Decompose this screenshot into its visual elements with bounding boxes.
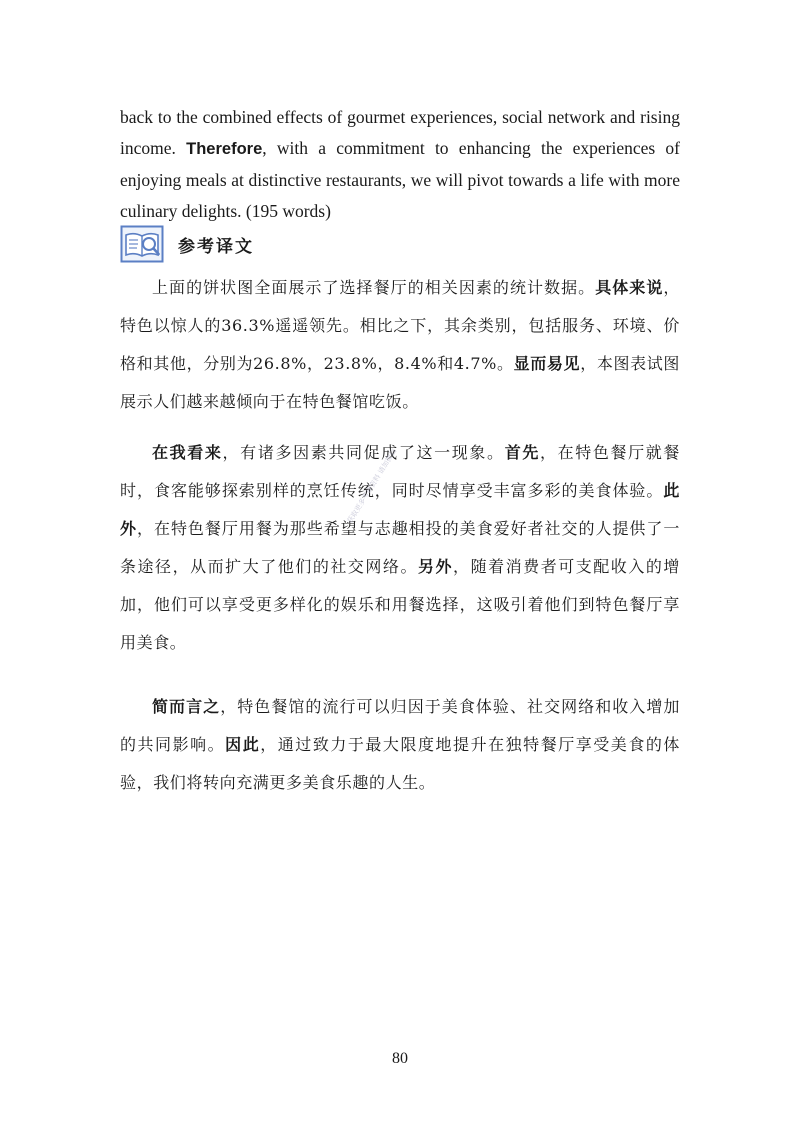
essay-keyword: Therefore: [186, 140, 263, 158]
translation-paragraph-1: [120, 269, 680, 421]
translation-text: ，通过致力于最大限度地提升在独特餐厅享受美食的体验，我们将转向充满更多美食乐趣的人生。: [120, 735, 680, 792]
watermark: 获取更多考研资料 请加微信: [345, 447, 399, 525]
translation-text: ，本图表试图展示人们越来越倾向于在特色餐馆吃饭。: [120, 354, 680, 411]
essay-line: back to the combined effects of gourmet experiences, social network and rising: [120, 107, 680, 127]
translation-text: ，在特色餐厅就餐时，食客能够探索别样的烹饪传统，同时尽情享受丰富多彩的美食体验。: [120, 443, 681, 500]
reference-translation-heading: [120, 225, 254, 263]
essay-line: culinary delights. (195 words): [120, 201, 331, 221]
translation-text: ，特色餐馆的流行可以归因于美食体验、社交网络和收入增加的共同影响。: [120, 697, 680, 754]
translation-paragraph-3: [120, 688, 680, 802]
translation-keyword: 显而易见: [513, 354, 581, 373]
page-number: 80: [392, 1050, 408, 1067]
translation-keyword: 具体来说: [595, 278, 664, 297]
essay-line: enjoying meals at distinctive restaurants, we will pivot towards a life with more: [120, 170, 680, 190]
translation-text: ，随着消费者可支配收入的增加，他们可以享受更多样化的娱乐和用餐选择，这吸引着他们到特色餐厅享用美食。: [120, 557, 680, 652]
translation-keyword: 首先: [504, 443, 540, 462]
essay-line: income.: [120, 138, 176, 158]
translation-keyword: 因此: [225, 735, 261, 754]
translation-keyword: 另外: [417, 557, 454, 576]
translation-text: ，有诸多因素共同促成了这一现象。: [222, 443, 505, 462]
translation-paragraph-2: [120, 434, 680, 662]
translation-keyword: 此外: [120, 481, 680, 538]
translation-keyword: 在我看来: [152, 443, 223, 462]
english-essay-ending: [120, 102, 680, 227]
reading-book-magnifier-icon: [120, 225, 164, 263]
section-title: 参考译文: [178, 236, 254, 257]
translation-keyword: 简而言之: [152, 697, 221, 716]
translation-text: ，特色以惊人的36.3%遥遥领先。相比之下，其余类别，包括服务、环境、价格和其他，分别为26.8%，23.8%，8.4%和4.7%。: [120, 278, 680, 373]
translation-text: ，在特色餐厅用餐为那些希望与志趣相投的美食爱好者社交的人提供了一条途径，从而扩大了他们的社交网络。: [120, 519, 680, 576]
essay-line: , with a commitment to enhancing the experiences of: [262, 138, 681, 158]
translation-text: 上面的饼状图全面展示了选择餐厅的相关因素的统计数据。: [152, 278, 596, 297]
